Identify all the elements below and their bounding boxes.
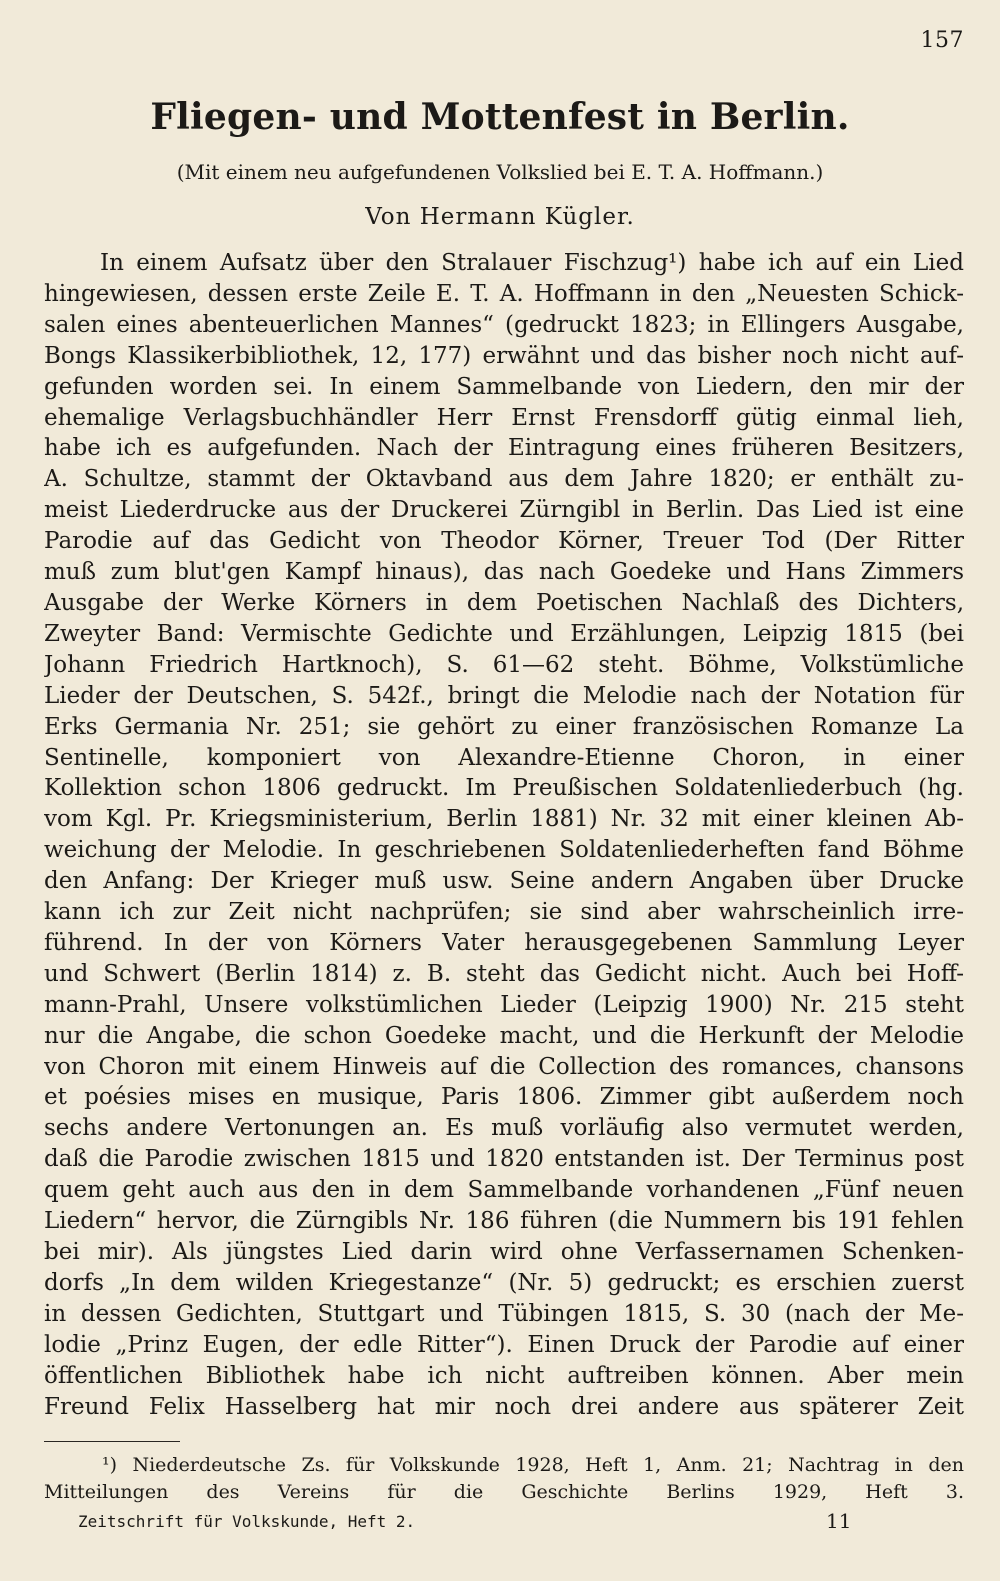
text-line: Kollektion schon 1806 gedruckt. Im Preußischen Soldatenliederbuch (hg. [44, 775, 964, 802]
article-subtitle: (Mit einem neu aufgefundenen Volkslied bei E. T. A. Hoffmann.) [176, 160, 824, 184]
text-line: lodie „Prinz Eugen, der edle Ritter“). Einen Druck der Parodie auf einer [44, 1331, 964, 1358]
text-line: kann ich zur Zeit nicht nachprüfen; sie sind aber wahrscheinlich irre- [44, 899, 964, 926]
footnote-divider [44, 1441, 180, 1442]
text-line: Liedern“ hervor, die Zürngibls Nr. 186 führen (die Nummern bis 191 fehlen [44, 1208, 964, 1235]
footnote-line: Mitteilungen des Vereins für die Geschichte Berlins 1929, Heft 3. [44, 1481, 964, 1503]
footnote-line: ¹) Niederdeutsche Zs. für Volkskunde 1928, Heft 1, Anm. 21; Nachtrag in den [102, 1454, 964, 1476]
text-line: ehemalige Verlagsbuchhändler Herr Ernst Frensdorff gütig einmal lieh, [44, 404, 964, 431]
text-line: vom Kgl. Pr. Kriegsministerium, Berlin 1881) Nr. 32 mit einer kleinen Ab- [44, 806, 964, 833]
text-line: Freund Felix Hasselberg hat mir noch drei andere aus späterer Zeit [44, 1393, 964, 1420]
text-line: nur die Angabe, die schon Goedeke macht, und die Herkunft der Melodie [44, 1022, 964, 1049]
author-byline: Von Hermann Kügler. [365, 204, 635, 230]
text-line: in dessen Gedichten, Stuttgart und Tübingen 1815, S. 30 (nach der Me- [44, 1300, 964, 1327]
text-line: habe ich es aufgefunden. Nach der Eintragung eines früheren Besitzers, [44, 435, 964, 462]
text-line: und Schwert (Berlin 1814) z. B. steht das Gedicht nicht. Auch bei Hoff- [44, 960, 964, 987]
text-line: bei mir). Als jüngstes Lied darin wird ohne Verfassernamen Schenken- [44, 1239, 964, 1265]
text-line: muß zum blut'gen Kampf hinaus), das nach Goedeke und Hans Zimmers [44, 559, 964, 586]
text-line: Bongs Klassikerbibliothek, 12, 177) erwähnt und das bisher noch nicht auf- [44, 342, 964, 369]
text-line: weichung der Melodie. In geschriebenen Soldatenliederheften fand Böhme [44, 837, 964, 864]
text-line: mann-Prahl, Unsere volkstümlichen Lieder (Leipzig 1900) Nr. 215 steht [44, 991, 964, 1018]
text-line: Ausgabe der Werke Körners in dem Poetischen Nachlaß des Dichters, [44, 589, 964, 616]
text-line: hingewiesen, dessen erste Zeile E. T. A. Hoffmann in den „Neuesten Schick- [44, 280, 964, 307]
text-line: öffentlichen Bibliothek habe ich nicht auftreiben können. Aber mein [44, 1362, 964, 1389]
signature-mark: 11 [826, 1509, 852, 1533]
text-line: et poésies mises en musique, Paris 1806. Zimmer gibt außerdem noch [44, 1084, 964, 1111]
text-line: In einem Aufsatz über den Stralauer Fischzug¹) habe ich auf ein Lied [100, 250, 964, 276]
footnote [44, 1452, 964, 1506]
text-line: Lieder der Deutschen, S. 542f., bringt die Melodie nach der Notation für [44, 682, 964, 709]
text-line: daß die Parodie zwischen 1815 und 1820 entstanden ist. Der Terminus post [44, 1146, 964, 1173]
page-number: 157 [920, 28, 964, 53]
text-line: A. Schultze, stammt der Oktavband aus dem Jahre 1820; er enthält zu- [44, 466, 964, 493]
text-line: Zweyter Band: Vermischte Gedichte und Erzählungen, Leipzig 1815 (bei [44, 620, 964, 647]
text-line: Johann Friedrich Hartknoch), S. 61—62 steht. Böhme, Volkstümliche [44, 651, 964, 678]
text-line: führend. In der von Körners Vater herausgegebenen Sammlung Leyer [44, 929, 964, 956]
article-body [44, 248, 964, 1422]
text-line: dorfs „In dem wilden Kriegestanze“ (Nr. 5) gedruckt; es erschien zuerst [44, 1269, 964, 1296]
text-line: meist Liederdrucke aus der Druckerei Zürngibl in Berlin. Das Lied ist eine [44, 497, 964, 524]
article-title: Fliegen- und Mottenfest in Berlin. [150, 96, 850, 138]
text-line: salen eines abenteuerlichen Mannes“ (gedruckt 1823; in Ellingers Ausgabe, [44, 311, 964, 338]
text-line: Parodie auf das Gedicht von Theodor Körner, Treuer Tod (Der Ritter [44, 528, 964, 555]
text-line: quem geht auch aus den in dem Sammelbande vorhandenen „Fünf neuen [44, 1177, 964, 1204]
text-line: Erks Germania Nr. 251; sie gehört zu einer französischen Romanze La [44, 713, 964, 740]
text-line: den Anfang: Der Krieger muß usw. Seine andern Angaben über Drucke [44, 868, 964, 895]
journal-running-foot: Zeitschrift für Volkskunde, Heft 2. [78, 1512, 416, 1531]
text-line: von Choron mit einem Hinweis auf die Collection des romances, chansons [44, 1053, 964, 1080]
text-line: Sentinelle, komponiert von Alexandre-Etienne Choron, in einer [44, 744, 964, 771]
text-line: gefunden worden sei. In einem Sammelbande von Liedern, den mir der [44, 373, 964, 400]
text-line: sechs andere Vertonungen an. Es muß vorläufig also vermutet werden, [44, 1115, 964, 1142]
